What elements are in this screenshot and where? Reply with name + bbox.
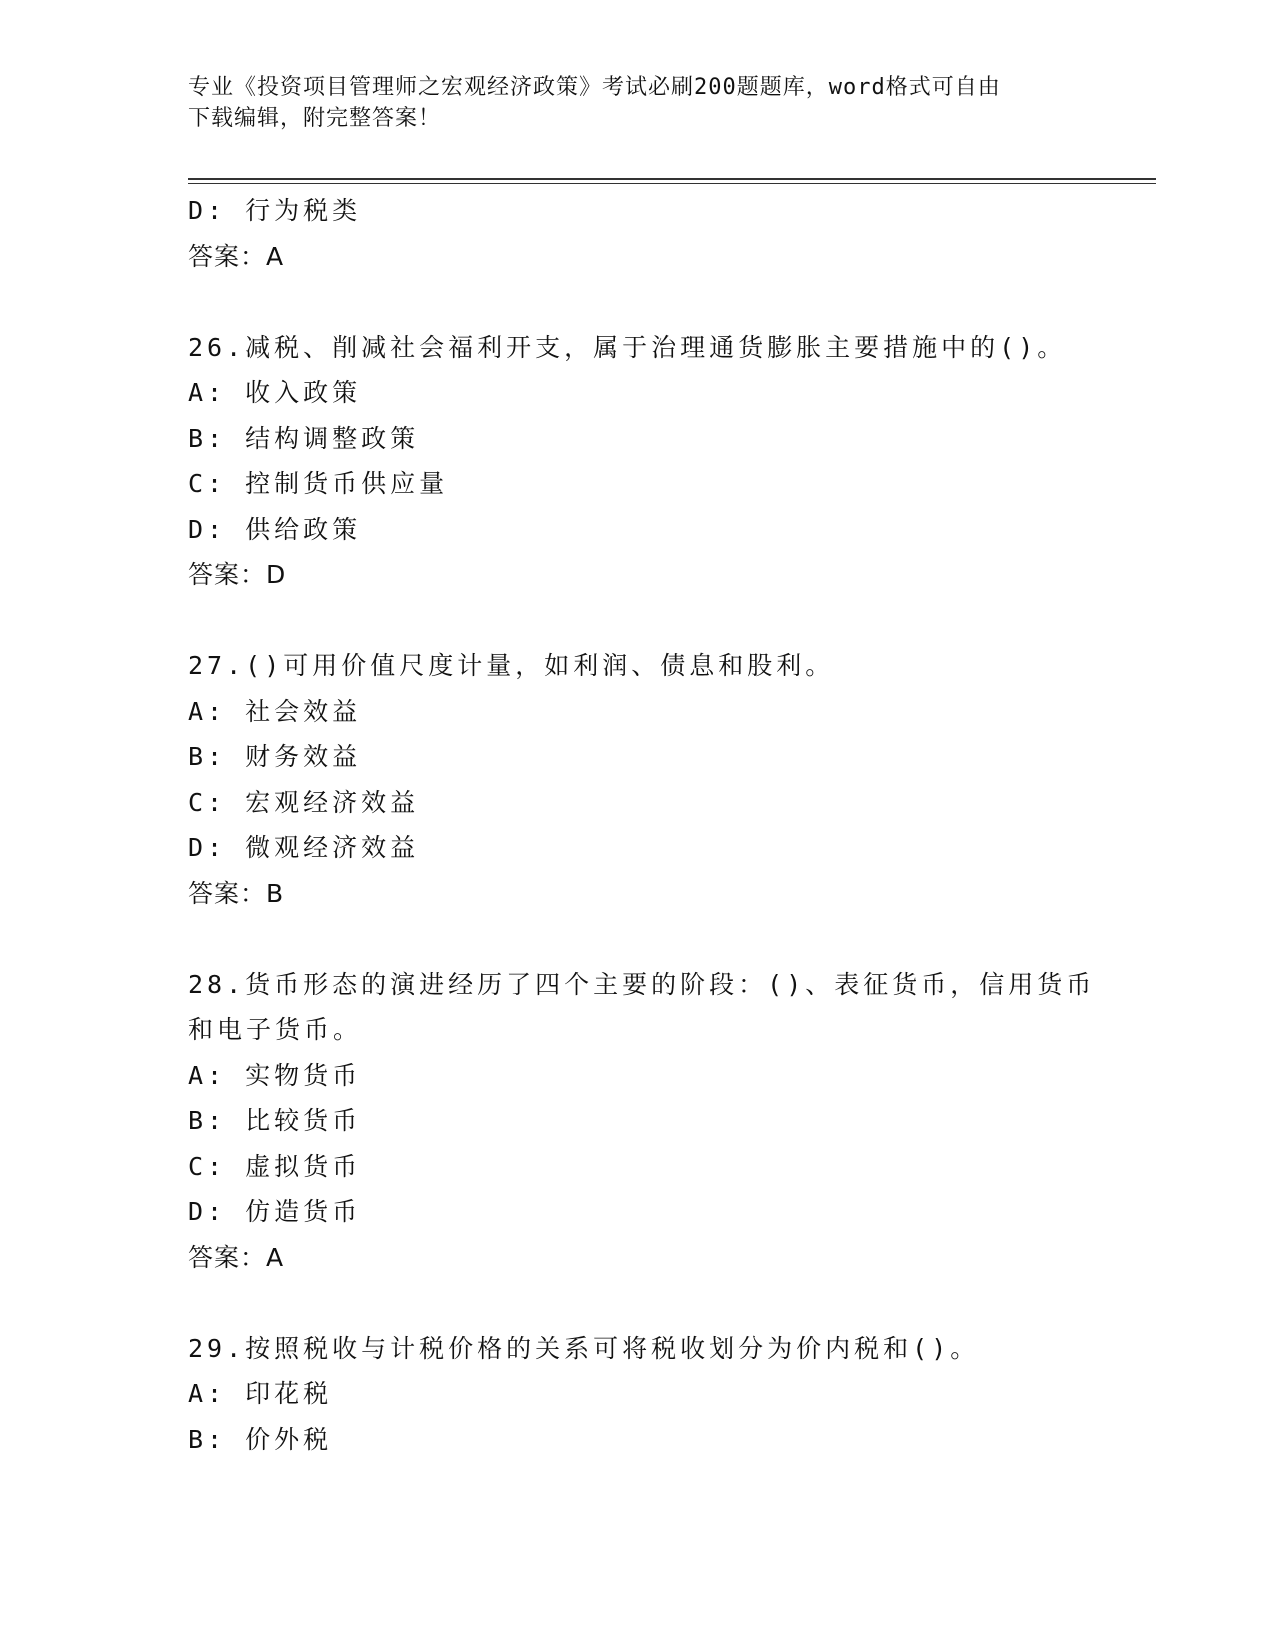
answer: 答案：D bbox=[188, 560, 287, 589]
question-block bbox=[188, 325, 1088, 598]
question-stem: 26.减税、削减社会福利开支，属于治理通货膨胀主要措施中的()。 bbox=[188, 332, 1067, 362]
question-block bbox=[188, 1326, 1088, 1463]
option-c: C: 控制货币供应量 bbox=[188, 469, 449, 498]
document-header bbox=[188, 72, 1088, 134]
question-stem: 28.货币形态的演进经历了四个主要的阶段：()、表征货币，信用货币 bbox=[188, 969, 1096, 999]
prev-question-option-d: D: 行为税类 bbox=[188, 196, 362, 225]
option-b: B: 比较货币 bbox=[188, 1106, 362, 1135]
document-body bbox=[188, 188, 1096, 1462]
prev-question-answer: 答案：A bbox=[188, 241, 285, 271]
header-rule-thick bbox=[188, 178, 1156, 180]
option-b: B: 结构调整政策 bbox=[188, 423, 420, 453]
header-line-1: 专业《投资项目管理师之宏观经济政策》考试必刷200题题库，word格式可自由 bbox=[188, 75, 1001, 100]
spacer bbox=[188, 598, 1088, 644]
question-block bbox=[188, 962, 1096, 1281]
header-line-2: 下载编辑，附完整答案！ bbox=[188, 106, 442, 131]
option-b: B: 财务效益 bbox=[188, 742, 362, 771]
option-d: D: 微观经济效益 bbox=[188, 833, 420, 862]
option-a: A: 收入政策 bbox=[188, 378, 362, 407]
answer: 答案：B bbox=[188, 878, 285, 908]
spacer bbox=[188, 279, 1088, 325]
option-d: D: 供给政策 bbox=[188, 514, 362, 544]
header-rule-thin bbox=[188, 183, 1156, 184]
option-c: C: 宏观经济效益 bbox=[188, 787, 420, 817]
option-a: A: 社会效益 bbox=[188, 696, 362, 726]
option-c: C: 虚拟货币 bbox=[188, 1151, 362, 1181]
option-a: A: 印花税 bbox=[188, 1379, 333, 1408]
spacer bbox=[188, 916, 1088, 962]
answer: 答案：A bbox=[188, 1242, 285, 1272]
spacer bbox=[188, 1280, 1088, 1326]
question-stem: 29.按照税收与计税价格的关系可将税收划分为价内税和()。 bbox=[188, 1333, 980, 1363]
option-d: D: 仿造货币 bbox=[188, 1197, 362, 1226]
question-block bbox=[188, 643, 1088, 916]
question-stem-continued: 和电子货币。 bbox=[188, 1015, 363, 1044]
question-stem: 27.()可用价值尺度计量，如利润、债息和股利。 bbox=[188, 651, 835, 680]
option-b: B: 价外税 bbox=[188, 1424, 333, 1454]
option-a: A: 实物货币 bbox=[188, 1060, 362, 1090]
